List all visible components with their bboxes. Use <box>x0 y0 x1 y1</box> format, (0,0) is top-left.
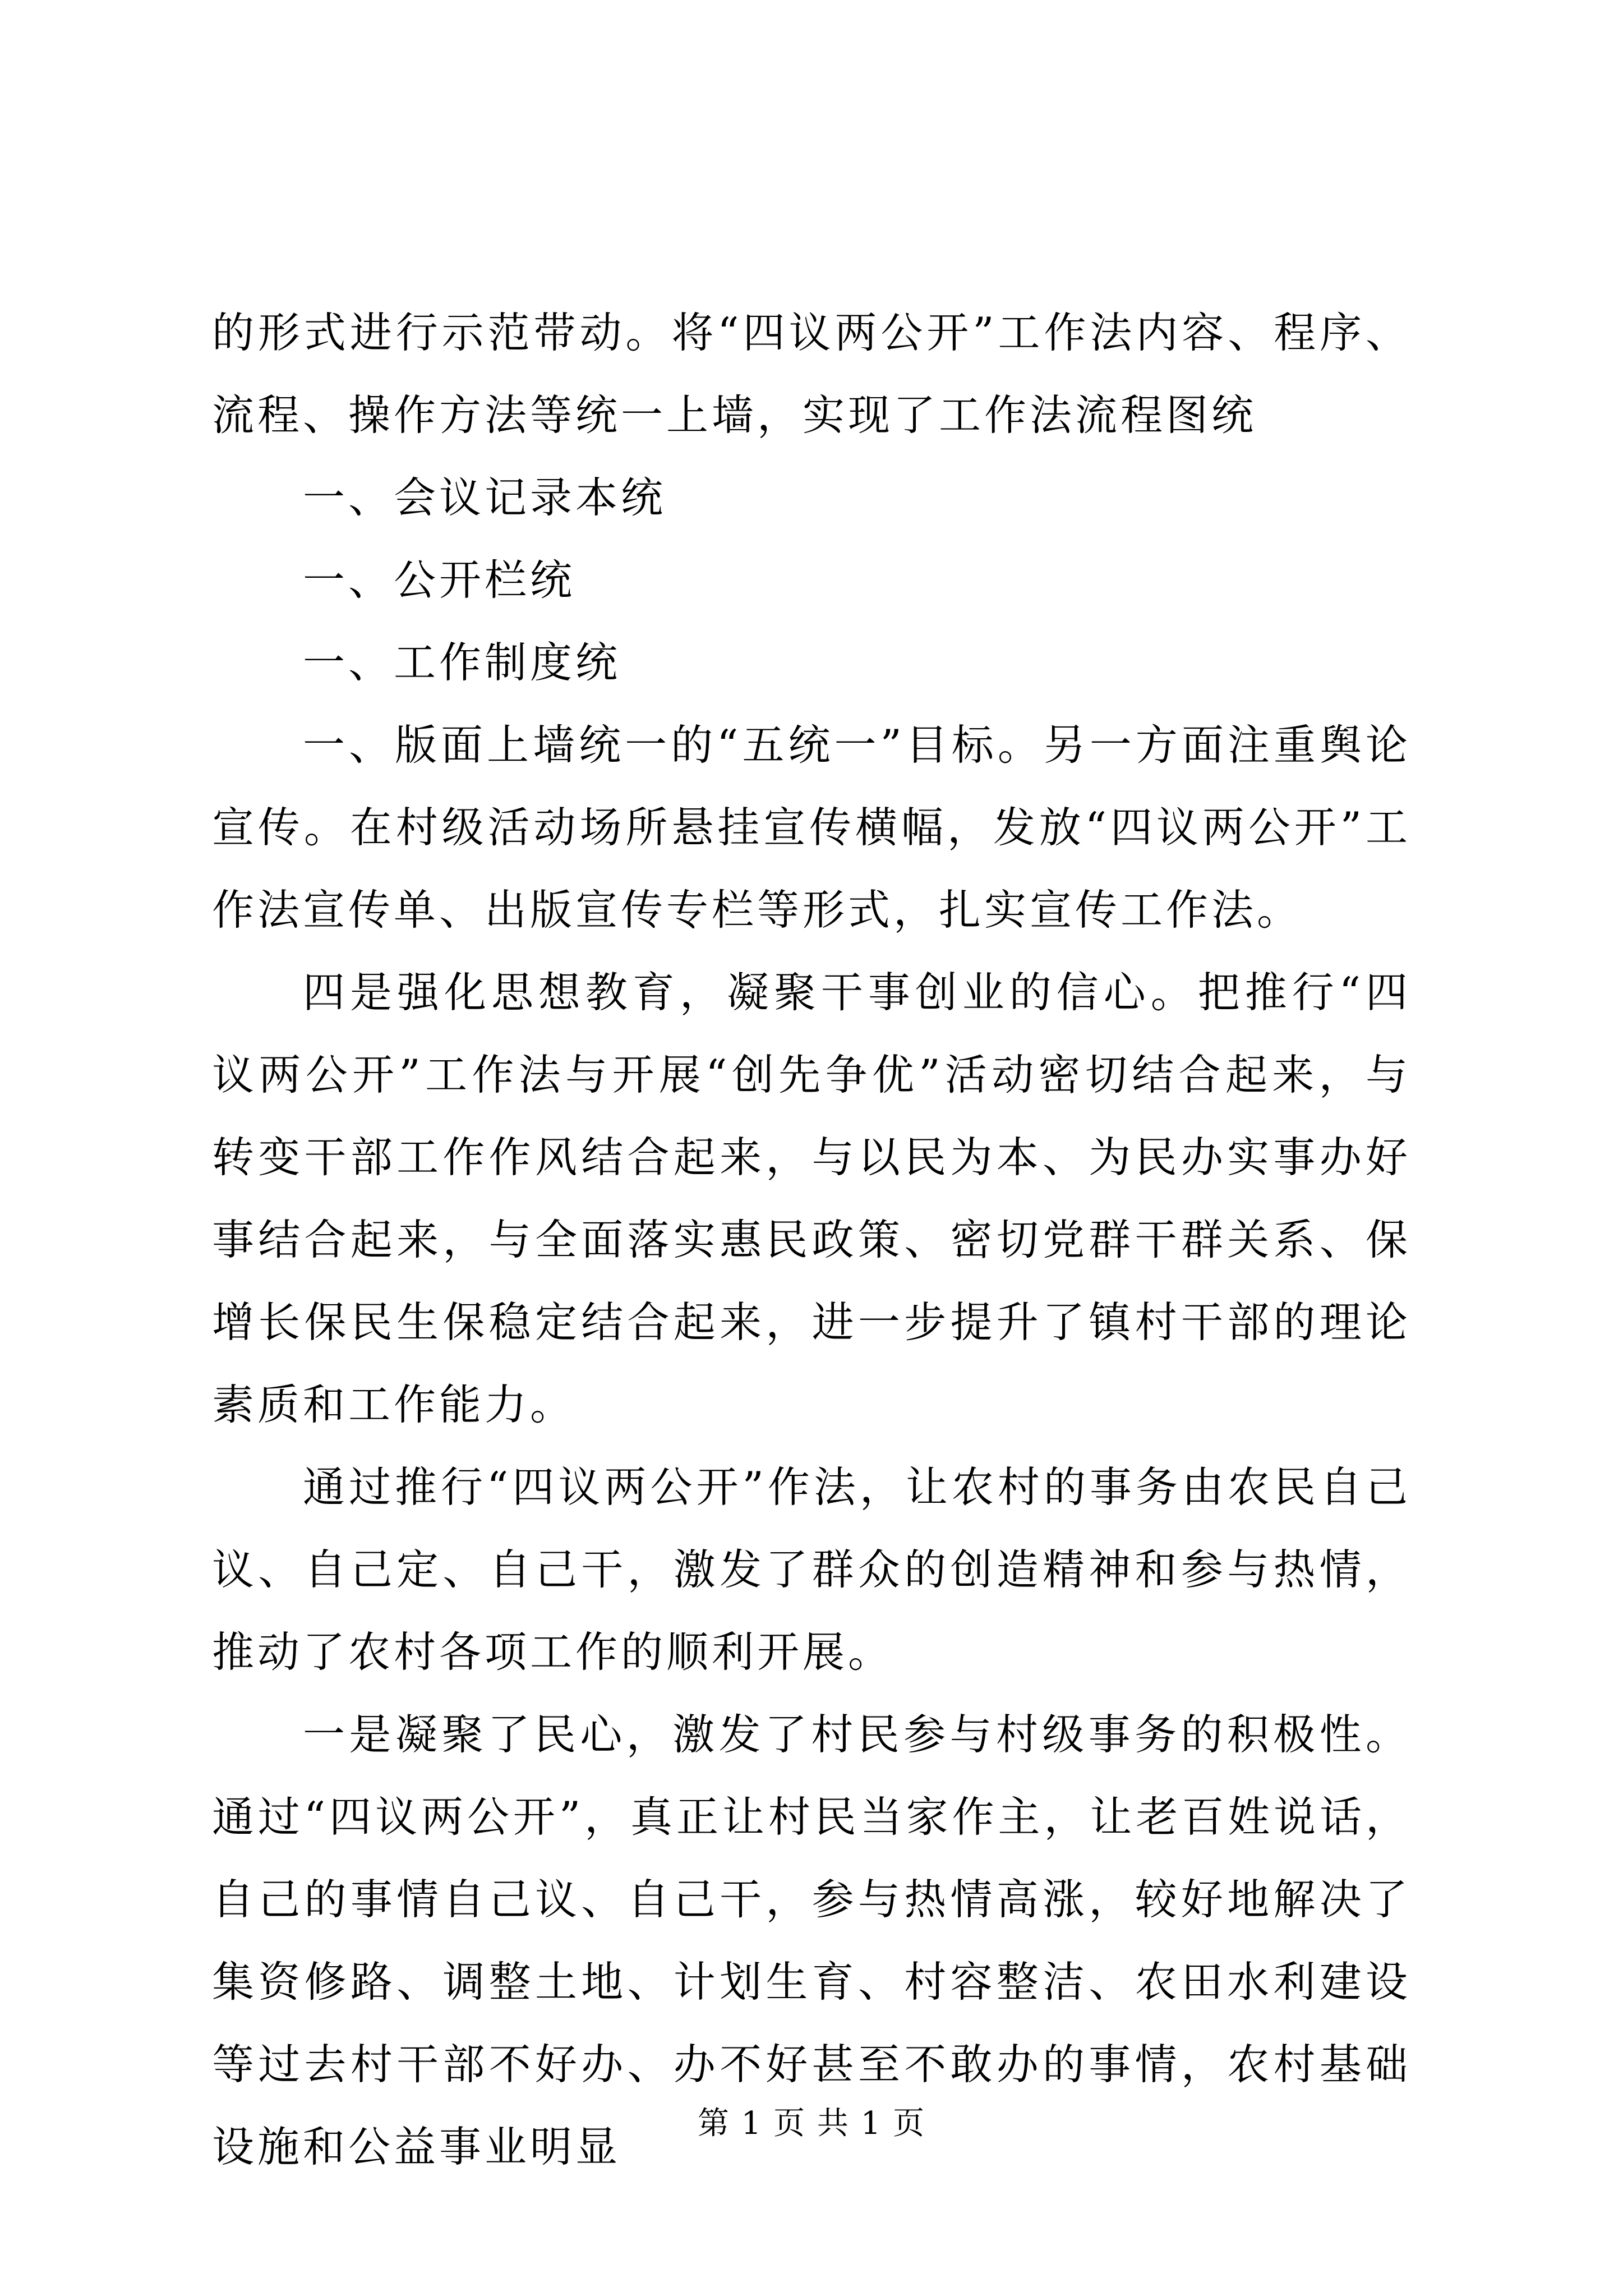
paragraph-implementation-results: 通过推行“四议两公开”作法，让农村的事务由农民自己议、自己定、自己干，激发了群众的创造精神和参与热情，推动了农村各项工作的顺利开展。 <box>212 1462 1411 1677</box>
document-body <box>212 292 1411 2188</box>
paragraph-five-unifications: 一、版面上墙统一的“五统一”目标。另一方面注重舆论宣传。在村级活动场所悬挂宣传横幅，发放“四议两公开”工作法宣传单、出版宣传专栏等形式，扎实宣传工作法。 <box>212 720 1411 935</box>
paragraph-public-support: 一是凝聚了民心，激发了村民参与村级事务的积极性。通过“四议两公开”，真正让村民当家作主，让老百姓说话，自己的事情自己议、自己干，参与热情高涨，较好地解决了集资修路、调整土地、计划生育、村容整洁、农田水利建设等过去村干部不好办、办不好甚至不敢办的事情，农村基础设施和公益事业明显 <box>212 1710 1411 2171</box>
list-item-meeting-records: 一、会议记录本统 <box>303 473 667 522</box>
paragraph-continuation: 的形式进行示范带动。将“四议两公开”工作法内容、程序、流程、操作方法等统一上墙，实现了工作法流程图统 <box>212 308 1411 440</box>
list-item-public-board: 一、公开栏统 <box>303 555 576 605</box>
paragraph-ideological-education: 四是强化思想教育，凝聚干事创业的信心。把推行“四议两公开”工作法与开展“创先争优”活动密切结合起来，与转变干部工作作风结合起来，与以民为本、为民办实事办好事结合起来，与全面落实惠民政策、密切党群干群关系、保增长保民生保稳定结合起来，进一步提升了镇村干部的理论素质和工作能力。 <box>212 968 1411 1429</box>
page-footer: 第 1 页 共 1 页 <box>697 2105 926 2142</box>
list-item-work-system: 一、工作制度统 <box>303 638 621 687</box>
